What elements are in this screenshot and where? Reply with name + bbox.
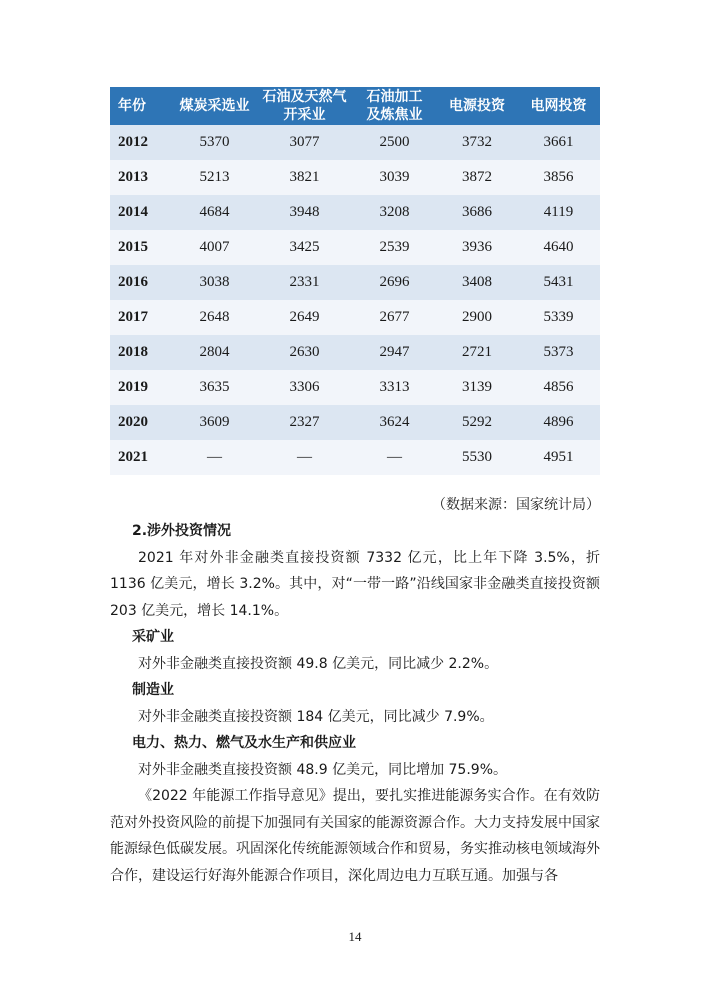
value-cell: 2630 (257, 335, 352, 370)
value-cell: 2900 (437, 300, 517, 335)
table-row (110, 195, 600, 230)
paragraph: 2021 年对外非金融类直接投资额 7332 亿元，比上年下降 3.5%，折 1136 亿美元，增长 3.2%。其中，对“一带一路”沿线国家非金融类直接投资额 203 亿美元，增长 14.1%。 (110, 549, 600, 619)
section-title: 2.涉外投资情况 (132, 523, 232, 539)
value-cell: 5370 (172, 125, 257, 160)
value-cell: 4896 (517, 405, 600, 440)
table-row (110, 265, 600, 300)
value-cell: 2947 (352, 335, 437, 370)
table-row (110, 125, 600, 160)
value-cell: 3208 (352, 195, 437, 230)
value-cell: 2721 (437, 335, 517, 370)
paragraph: 对外非金融类直接投资额 48.9 亿美元，同比增加 75.9%。 (138, 761, 507, 778)
value-cell: 5431 (517, 265, 600, 300)
year-cell: 2014 (110, 195, 172, 230)
value-cell: 2804 (172, 335, 257, 370)
value-cell: 5373 (517, 335, 600, 370)
value-cell: 3038 (172, 265, 257, 300)
value-cell: 3686 (437, 195, 517, 230)
value-cell: 2500 (352, 125, 437, 160)
value-cell: 4119 (517, 195, 600, 230)
value-cell: 2331 (257, 265, 352, 300)
value-cell: 5530 (437, 440, 517, 475)
column-header: 电源投资 (437, 87, 517, 125)
value-cell: 3139 (437, 370, 517, 405)
value-cell: 3408 (437, 265, 517, 300)
table-row (110, 405, 600, 440)
value-cell: 3425 (257, 230, 352, 265)
year-cell: 2013 (110, 160, 172, 195)
year-cell: 2020 (110, 405, 172, 440)
table-header-row (110, 87, 600, 125)
year-cell: 2019 (110, 370, 172, 405)
value-cell: 5339 (517, 300, 600, 335)
value-cell: 3661 (517, 125, 600, 160)
value-cell: 3872 (437, 160, 517, 195)
value-cell: 3635 (172, 370, 257, 405)
table-row (110, 440, 600, 475)
column-header: 石油加工 及炼焦业 (352, 87, 437, 125)
value-cell: 4640 (517, 230, 600, 265)
value-cell: 2327 (257, 405, 352, 440)
year-cell: 2015 (110, 230, 172, 265)
column-header: 电网投资 (517, 87, 600, 125)
page-number: 14 (348, 929, 362, 944)
value-cell: 3624 (352, 405, 437, 440)
value-cell: 3077 (257, 125, 352, 160)
subsection-heading: 制造业 (132, 682, 174, 698)
value-cell: — (352, 440, 437, 475)
value-cell: — (172, 440, 257, 475)
paragraphs (110, 545, 600, 890)
year-cell: 2018 (110, 335, 172, 370)
value-cell: 4856 (517, 370, 600, 405)
table-row (110, 230, 600, 265)
value-cell: 4951 (517, 440, 600, 475)
value-cell: 3948 (257, 195, 352, 230)
value-cell: 3609 (172, 405, 257, 440)
value-cell: 2696 (352, 265, 437, 300)
value-cell: 3039 (352, 160, 437, 195)
value-cell: 2677 (352, 300, 437, 335)
year-cell: 2017 (110, 300, 172, 335)
column-header: 年份 (110, 87, 172, 125)
paragraph: 《2022 年能源工作指导意见》提出，要扎实推进能源务实合作。在有效防范对外投资风险的前提下加强同有关国家的能源资源合作。大力支持发展中国家能源绿色低碳发展。巩固深化传统能源领域合作和贸易，务实推动核电领域海外合作，建设运行好海外能源合作项目，深化周边电力互联互通。加强与各 (110, 788, 600, 884)
value-cell: 4684 (172, 195, 257, 230)
table-row (110, 335, 600, 370)
year-cell: 2012 (110, 125, 172, 160)
value-cell: 3856 (517, 160, 600, 195)
investment-table (110, 87, 600, 475)
paragraph: 对外非金融类直接投资额 184 亿美元，同比减少 7.9%。 (138, 708, 494, 725)
value-cell: 3313 (352, 370, 437, 405)
column-header: 煤炭采选业 (172, 87, 257, 125)
value-cell: 3821 (257, 160, 352, 195)
value-cell: 2649 (257, 300, 352, 335)
table-row (110, 160, 600, 195)
value-cell: 4007 (172, 230, 257, 265)
table-row (110, 300, 600, 335)
value-cell: 3732 (437, 125, 517, 160)
value-cell: 2648 (172, 300, 257, 335)
year-cell: 2021 (110, 440, 172, 475)
year-cell: 2016 (110, 265, 172, 300)
table-row (110, 370, 600, 405)
table-body (110, 125, 600, 475)
value-cell: 5292 (437, 405, 517, 440)
paragraph: 对外非金融类直接投资额 49.8 亿美元，同比减少 2.2%。 (138, 655, 499, 672)
value-cell: 3306 (257, 370, 352, 405)
value-cell: 2539 (352, 230, 437, 265)
subsection-heading: 电力、热力、燃气及水生产和供应业 (132, 735, 356, 751)
source-note: （数据来源：国家统计局） (432, 497, 600, 513)
value-cell: 5213 (172, 160, 257, 195)
subsection-heading: 采矿业 (132, 629, 174, 645)
body-content (110, 518, 600, 889)
column-header: 石油及天然气 开采业 (257, 87, 352, 125)
value-cell: — (257, 440, 352, 475)
value-cell: 3936 (437, 230, 517, 265)
